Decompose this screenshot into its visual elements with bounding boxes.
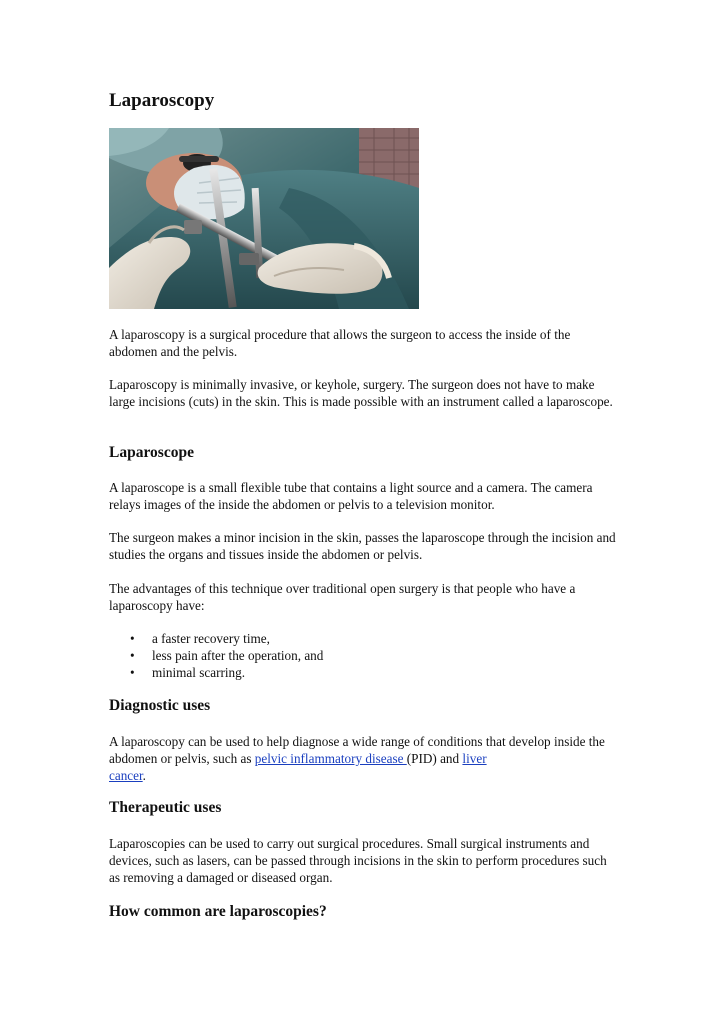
bullet-icon: • — [130, 665, 135, 680]
section-heading-laparoscope: Laparoscope — [109, 444, 194, 461]
pelvic-inflammatory-disease-link[interactable]: pelvic inflammatory disease — [254, 751, 407, 766]
intro-paragraph-1: A laparoscopy is a surgical procedure that allows the surgeon to access the inside of the abdomen and the pelvis. — [109, 327, 571, 359]
section-heading-therapeutic: Therapeutic uses — [109, 799, 222, 816]
therapeutic-paragraph: Laparoscopies can be used to carry out surgical procedures. Small surgical instruments and devices, such as lasers, can be passed through incisions in the skin to perform procedures such as removing a damaged or diseased organ. — [109, 836, 607, 885]
bullet-icon: • — [130, 648, 135, 663]
laparoscope-paragraph-3: The advantages of this technique over traditional open surgery is that people who have a laparoscopy have: — [109, 581, 576, 613]
laparoscope-paragraph-2: The surgeon makes a minor incision in the skin, passes the laparoscope through the incision and studies the organs and tissues inside the abdomen or pelvis. — [109, 530, 616, 562]
surgeon-photo — [109, 128, 419, 309]
section-heading-how-common: How common are laparoscopies? — [109, 903, 327, 920]
section-heading-diagnostic: Diagnostic uses — [109, 697, 211, 714]
bullet-icon: • — [130, 631, 135, 646]
page-title: Laparoscopy — [109, 90, 215, 111]
list-item: • minimal scarring. — [130, 665, 246, 680]
diagnostic-paragraph: A laparoscopy can be used to help diagnose a wide range of conditions that develop inside the abdomen or pelvis, such as pelvic inflammatory disease (PID) and liver cancer. — [109, 734, 605, 783]
advantages-list — [109, 630, 323, 681]
list-item: • less pain after the operation, and — [130, 648, 324, 663]
list-item: • a faster recovery time, — [130, 631, 270, 646]
liver-cancer-link[interactable]: liver cancer — [109, 751, 487, 783]
laparoscope-paragraph-1: A laparoscope is a small flexible tube that contains a light source and a camera. The camera relays images of the inside the abdomen or pelvis to a television monitor. — [109, 480, 593, 512]
intro-paragraph-2: Laparoscopy is minimally invasive, or keyhole, surgery. The surgeon does not have to make large incisions (cuts) in the skin. This is made possible with an instrument called a laparoscope. — [109, 377, 613, 409]
